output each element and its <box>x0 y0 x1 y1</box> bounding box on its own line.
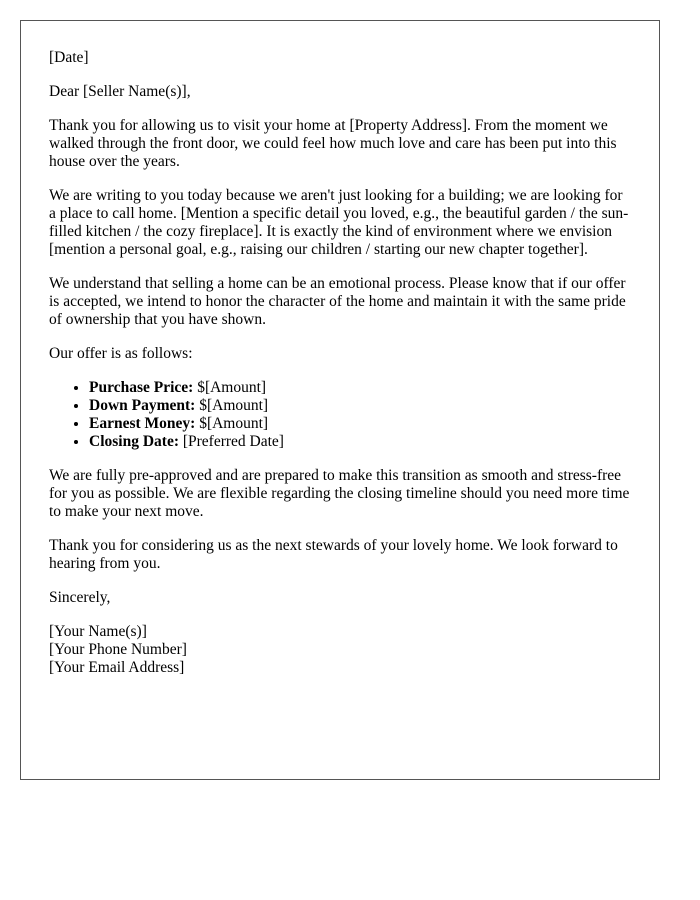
offer-item-label: Purchase Price: <box>89 379 194 396</box>
offer-list <box>49 379 631 451</box>
offer-item-value: $[Amount] <box>195 397 269 414</box>
offer-intro: Our offer is as follows: <box>49 345 193 362</box>
letter-salutation: Dear [Seller Name(s)], <box>49 83 191 100</box>
signature-block <box>49 623 631 677</box>
signature-name: [Your Name(s)] <box>49 623 147 640</box>
letter-paragraph-3: We understand that selling a home can be an emotional process. Please know that if our offer is accepted, we intend to honor the character of the home and maintain it with the same pride of ownership that you have shown. <box>49 275 626 328</box>
offer-item-label: Earnest Money: <box>89 415 196 432</box>
offer-item-down-payment <box>89 397 631 415</box>
offer-item-label: Down Payment: <box>89 397 196 414</box>
letter-page <box>20 20 660 780</box>
letter-paragraph-2: We are writing to you today because we aren't just looking for a building; we are looking for a place to call home. [Mention a specific detail you loved, e.g., the beautiful garden / the sun-filled kitchen / the cozy fireplace]. It is exactly the kind of environment where we envision [mention a personal goal, e.g., raising our children / starting our new chapter together]. <box>49 187 629 258</box>
closing-paragraph-1: We are fully pre-approved and are prepared to make this transition as smooth and stress-free for you as possible. We are flexible regarding the closing timeline should you need more time to make your next move. <box>49 467 630 520</box>
signature-phone: [Your Phone Number] <box>49 641 187 658</box>
letter-signoff: Sincerely, <box>49 589 111 606</box>
offer-item-label: Closing Date: <box>89 433 179 450</box>
offer-item-value: $[Amount] <box>193 379 267 396</box>
offer-item-earnest-money <box>89 415 631 433</box>
signature-email: [Your Email Address] <box>49 659 185 676</box>
offer-item-value: [Preferred Date] <box>178 433 284 450</box>
letter-date: [Date] <box>49 49 89 66</box>
letter-paragraph-1: Thank you for allowing us to visit your home at [Property Address]. From the moment we walked through the front door, we could feel how much love and care has been put into this house over the years. <box>49 117 617 170</box>
offer-item-closing-date <box>89 433 631 451</box>
offer-item-purchase-price <box>89 379 631 397</box>
offer-item-value: $[Amount] <box>195 415 269 432</box>
closing-paragraph-2: Thank you for considering us as the next stewards of your lovely home. We look forward to hearing from you. <box>49 537 618 572</box>
